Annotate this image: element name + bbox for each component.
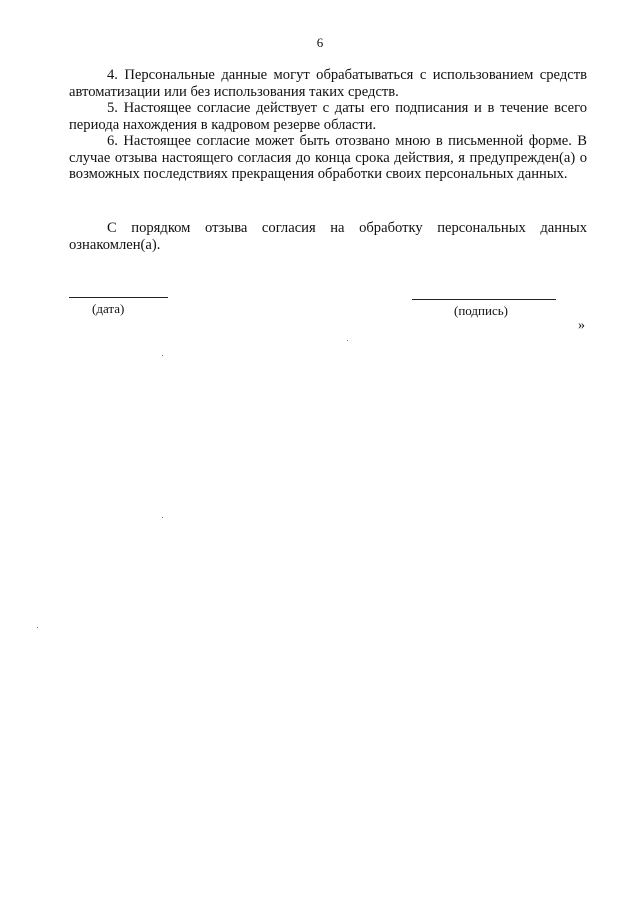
paragraph-5: 5. Настоящее согласие действует с даты его подписания и в течение всего периода нахождения в кадровом резерве области. xyxy=(69,100,587,133)
acknowledgement-text: С порядком отзыва согласия на обработку персональных данных ознакомлен(а). xyxy=(69,220,587,253)
body-text xyxy=(69,67,587,183)
page-number: 6 xyxy=(316,35,324,50)
acknowledgement-block xyxy=(69,220,587,253)
date-line xyxy=(69,297,168,298)
signature-line xyxy=(412,299,556,300)
date-caption: (дата) xyxy=(92,301,125,316)
paragraph-6: 6. Настоящее согласие может быть отозвано мною в письменной форме. В случае отзыва настоящего согласия до конца срока действия, я предупрежден(а) о возможных последствиях прекращения обработки своих персональных данных. xyxy=(69,133,587,182)
scan-speck xyxy=(162,517,163,518)
signature-caption: (подпись) xyxy=(454,303,508,318)
scan-speck xyxy=(162,355,163,356)
paragraph-4: 4. Персональные данные могут обрабатываться с использованием средств автоматизации или без использования таких средств. xyxy=(69,67,587,100)
scan-speck xyxy=(347,340,348,341)
scan-speck xyxy=(37,627,38,628)
closing-quote: » xyxy=(578,318,585,333)
